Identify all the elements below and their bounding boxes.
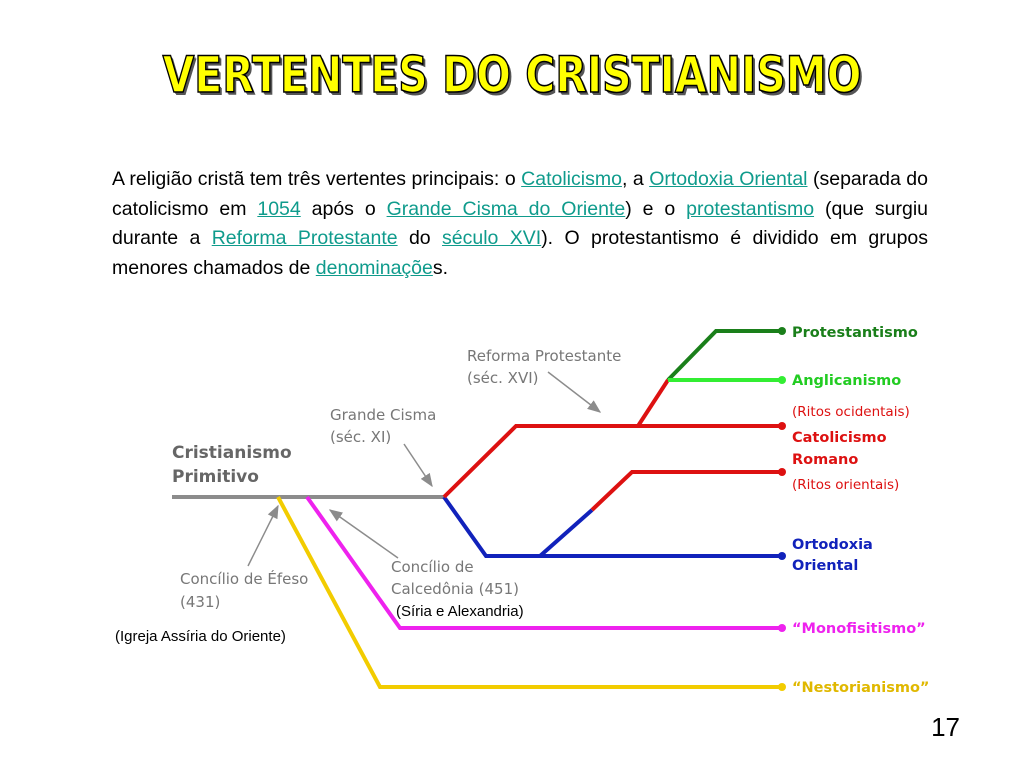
cisma-label-line2: (séc. XI) bbox=[330, 428, 392, 446]
catholic-dot bbox=[778, 422, 786, 430]
link-ortodoxia-oriental[interactable]: Ortodoxia Oriental bbox=[649, 168, 808, 190]
catholic-branch bbox=[444, 426, 782, 497]
root-label-line2: Primitivo bbox=[172, 467, 259, 487]
link-grande-cisma[interactable]: Grande Cisma do Oriente bbox=[386, 197, 626, 220]
label-protestantismo: Protestantismo bbox=[792, 325, 918, 341]
reforma-label-line1: Reforma Protestante bbox=[467, 347, 622, 365]
efeso-arrow bbox=[248, 506, 278, 566]
calcedonia-label-line2: Calcedônia (451) bbox=[391, 580, 519, 598]
calcedonia-arrow bbox=[330, 510, 398, 558]
root-label-line1: Cristianismo bbox=[172, 443, 292, 463]
text: (separada do catolicismo em bbox=[112, 168, 928, 220]
calcedonia-label-line1: Concílio de bbox=[391, 558, 474, 576]
link-protestantismo[interactable]: protestantismo bbox=[686, 197, 815, 220]
link-1054[interactable]: 1054 bbox=[257, 197, 301, 220]
catholic-eastern-rites bbox=[592, 472, 782, 510]
text: (que surgiu durante a bbox=[112, 197, 928, 249]
text: ) e o bbox=[625, 197, 687, 220]
label-nestorianismo: “Nestorianismo” bbox=[792, 680, 930, 696]
label-monofisitismo: “Monofisitismo” bbox=[792, 621, 926, 637]
text: após o bbox=[300, 197, 387, 220]
label-catolicismo-line1: Catolicismo bbox=[792, 430, 887, 446]
anglican-dot bbox=[778, 376, 786, 384]
page-number: 17 bbox=[931, 712, 960, 742]
efeso-label-line2: (431) bbox=[180, 593, 221, 611]
nestorian-dot bbox=[778, 683, 786, 691]
label-ortodoxia-line2: Oriental bbox=[792, 558, 859, 574]
reforma-arrow bbox=[548, 372, 600, 412]
text: ). O protestantismo é dividido em grupos menores chamados de bbox=[112, 227, 929, 279]
cisma-label-line1: Grande Cisma bbox=[330, 406, 437, 424]
orthodox-dot bbox=[778, 552, 786, 560]
text: s. bbox=[432, 256, 449, 279]
note-siria-alexandria: (Síria e Alexandria) bbox=[396, 603, 524, 620]
label-ritos-ocidentais: (Ritos ocidentais) bbox=[792, 404, 910, 420]
efeso-label-line1: Concílio de Éfeso bbox=[180, 570, 309, 588]
protestant-dot bbox=[778, 327, 786, 335]
reforma-label-line2: (séc. XVI) bbox=[467, 369, 539, 387]
protestant-branch bbox=[668, 331, 782, 380]
link-denominacoes[interactable]: denominaçõe bbox=[315, 256, 433, 279]
nestorian-branch bbox=[278, 497, 782, 687]
monophysite-dot bbox=[778, 624, 786, 632]
label-ritos-orientais: (Ritos orientais) bbox=[792, 477, 900, 493]
link-catolicismo[interactable]: Catolicismo bbox=[521, 168, 622, 190]
label-ortodoxia-line1: Ortodoxia bbox=[792, 537, 873, 553]
label-catolicismo-line2: Romano bbox=[792, 452, 859, 468]
text: , a bbox=[621, 168, 650, 190]
catholic-eastern-dot bbox=[778, 468, 786, 476]
cisma-arrow bbox=[404, 444, 432, 486]
text: A religião cristã tem três vertentes principais: o bbox=[112, 168, 522, 190]
slide-title: VERTENTES DO CRISTIANISMO bbox=[162, 46, 862, 104]
catholic-to-protestant bbox=[638, 380, 668, 426]
link-reforma-protestante[interactable]: Reforma Protestante bbox=[211, 227, 398, 249]
link-seculo-xvi[interactable]: século XVI bbox=[442, 227, 542, 249]
text: do bbox=[397, 227, 443, 249]
orthodox-branch bbox=[444, 497, 782, 556]
orthodox-rejoin bbox=[540, 510, 592, 556]
label-anglicanismo: Anglicanismo bbox=[792, 373, 902, 389]
monophysite-branch bbox=[307, 497, 782, 628]
note-igreja-assiria: (Igreja Assíria do Oriente) bbox=[115, 628, 286, 645]
